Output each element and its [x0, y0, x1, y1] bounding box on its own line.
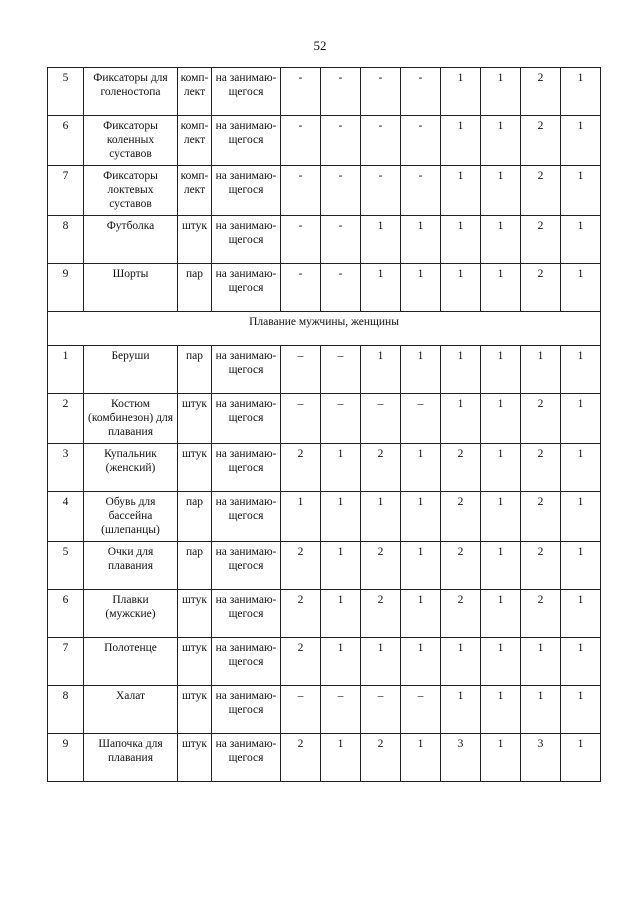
quantity-cell: 1	[281, 492, 321, 542]
item-number: 9	[48, 264, 84, 312]
item-number: 1	[48, 346, 84, 394]
quantity-cell: -	[281, 116, 321, 166]
quantity-cell: 2	[361, 734, 401, 782]
item-name: Футболка	[84, 216, 178, 264]
quantity-cell: 2	[361, 590, 401, 638]
quantity-cell: -	[321, 216, 361, 264]
quantity-cell: 2	[521, 116, 561, 166]
item-per: на занимаю-щегося	[212, 492, 281, 542]
quantity-cell: –	[281, 394, 321, 444]
quantity-cell: 2	[441, 444, 481, 492]
item-number: 4	[48, 492, 84, 542]
quantity-cell: -	[321, 116, 361, 166]
quantity-cell: –	[401, 394, 441, 444]
quantity-cell: 2	[281, 444, 321, 492]
item-per: на занимаю-щегося	[212, 734, 281, 782]
item-unit: штук	[178, 590, 212, 638]
item-per: на занимаю-щегося	[212, 346, 281, 394]
quantity-cell: 1	[441, 166, 481, 216]
quantity-cell: 1	[321, 542, 361, 590]
item-name: Шорты	[84, 264, 178, 312]
quantity-cell: 2	[441, 542, 481, 590]
item-per: на занимаю-щегося	[212, 166, 281, 216]
item-unit: штук	[178, 216, 212, 264]
item-unit: штук	[178, 686, 212, 734]
quantity-cell: 1	[321, 492, 361, 542]
table-row	[48, 734, 601, 782]
item-number: 6	[48, 590, 84, 638]
item-name: Шапочка для плавания	[84, 734, 178, 782]
quantity-cell: 1	[561, 542, 601, 590]
quantity-cell: 1	[561, 116, 601, 166]
quantity-cell: 1	[401, 638, 441, 686]
table-body	[48, 68, 601, 782]
quantity-cell: –	[321, 686, 361, 734]
quantity-cell: 1	[561, 346, 601, 394]
item-number: 9	[48, 734, 84, 782]
quantity-cell: 1	[561, 264, 601, 312]
quantity-cell: 1	[481, 590, 521, 638]
quantity-cell: 2	[281, 590, 321, 638]
quantity-cell: 2	[361, 444, 401, 492]
quantity-cell: -	[321, 166, 361, 216]
quantity-cell: -	[361, 68, 401, 116]
quantity-cell: 2	[521, 444, 561, 492]
quantity-cell: -	[321, 264, 361, 312]
table-row	[48, 686, 601, 734]
quantity-cell: 1	[321, 590, 361, 638]
item-per: на занимаю-щегося	[212, 444, 281, 492]
item-name: Очки для плавания	[84, 542, 178, 590]
quantity-cell: 1	[361, 264, 401, 312]
quantity-cell: –	[321, 346, 361, 394]
quantity-cell: 3	[441, 734, 481, 782]
quantity-cell: 2	[441, 590, 481, 638]
quantity-cell: 2	[521, 216, 561, 264]
item-name: Обувь для бассейна (шлепанцы)	[84, 492, 178, 542]
item-per: на занимаю-щегося	[212, 394, 281, 444]
item-unit: комп-лект	[178, 116, 212, 166]
quantity-cell: 2	[521, 166, 561, 216]
quantity-cell: 1	[481, 492, 521, 542]
quantity-cell: –	[281, 346, 321, 394]
item-unit: штук	[178, 444, 212, 492]
quantity-cell: 1	[521, 686, 561, 734]
item-number: 6	[48, 116, 84, 166]
quantity-cell: –	[401, 686, 441, 734]
quantity-cell: -	[361, 116, 401, 166]
quantity-cell: -	[401, 68, 441, 116]
quantity-cell: 3	[521, 734, 561, 782]
table-row	[48, 346, 601, 394]
item-unit: пар	[178, 542, 212, 590]
item-unit: штук	[178, 394, 212, 444]
quantity-cell: 1	[481, 686, 521, 734]
quantity-cell: –	[321, 394, 361, 444]
quantity-cell: 2	[281, 638, 321, 686]
item-name: Костюм (комбинезон) для плавания	[84, 394, 178, 444]
quantity-cell: 1	[481, 216, 521, 264]
quantity-cell: –	[361, 686, 401, 734]
quantity-cell: 1	[401, 264, 441, 312]
quantity-cell: 1	[481, 116, 521, 166]
item-per: на занимаю-щегося	[212, 542, 281, 590]
quantity-cell: 2	[361, 542, 401, 590]
item-name: Фиксаторы коленных суставов	[84, 116, 178, 166]
quantity-cell: 1	[561, 492, 601, 542]
quantity-cell: 1	[481, 444, 521, 492]
item-per: на занимаю-щегося	[212, 216, 281, 264]
quantity-cell: 1	[481, 68, 521, 116]
section-title: Плавание мужчины, женщины	[48, 312, 601, 346]
quantity-cell: 1	[401, 590, 441, 638]
quantity-cell: 1	[561, 166, 601, 216]
quantity-cell: 1	[441, 216, 481, 264]
item-name: Беруши	[84, 346, 178, 394]
quantity-cell: 1	[481, 166, 521, 216]
quantity-cell: -	[281, 264, 321, 312]
item-per: на занимаю-щегося	[212, 686, 281, 734]
item-per: на занимаю-щегося	[212, 264, 281, 312]
item-name: Халат	[84, 686, 178, 734]
page-number: 52	[313, 38, 327, 53]
quantity-cell: 1	[361, 346, 401, 394]
quantity-cell: 2	[441, 492, 481, 542]
item-unit: штук	[178, 734, 212, 782]
table-row	[48, 444, 601, 492]
quantity-cell: 1	[401, 542, 441, 590]
table-row	[48, 264, 601, 312]
item-name: Фиксаторы локтевых суставов	[84, 166, 178, 216]
item-number: 5	[48, 68, 84, 116]
item-per: на занимаю-щегося	[212, 116, 281, 166]
table-row	[48, 394, 601, 444]
item-unit: комп-лект	[178, 68, 212, 116]
quantity-cell: 2	[521, 590, 561, 638]
quantity-cell: 1	[361, 216, 401, 264]
quantity-cell: -	[281, 166, 321, 216]
quantity-cell: 1	[521, 346, 561, 394]
quantity-cell: 1	[321, 638, 361, 686]
quantity-cell: 1	[481, 394, 521, 444]
quantity-cell: 2	[521, 68, 561, 116]
quantity-cell: 1	[521, 638, 561, 686]
quantity-cell: 2	[521, 264, 561, 312]
table-row	[48, 116, 601, 166]
item-per: на занимаю-щегося	[212, 590, 281, 638]
item-number: 8	[48, 216, 84, 264]
quantity-cell: 1	[441, 686, 481, 734]
table-row	[48, 216, 601, 264]
item-number: 3	[48, 444, 84, 492]
quantity-cell: 1	[441, 264, 481, 312]
item-name: Купальник (женский)	[84, 444, 178, 492]
item-number: 7	[48, 638, 84, 686]
item-per: на занимаю-щегося	[212, 68, 281, 116]
quantity-cell: 2	[521, 492, 561, 542]
quantity-cell: 1	[441, 346, 481, 394]
item-unit: штук	[178, 638, 212, 686]
item-unit: комп-лект	[178, 166, 212, 216]
section-header-row	[48, 312, 601, 346]
quantity-cell: -	[401, 116, 441, 166]
quantity-cell: -	[281, 68, 321, 116]
quantity-cell: -	[361, 166, 401, 216]
item-number: 8	[48, 686, 84, 734]
quantity-cell: 1	[441, 394, 481, 444]
quantity-cell: -	[321, 68, 361, 116]
quantity-cell: 1	[481, 346, 521, 394]
item-name: Полотенце	[84, 638, 178, 686]
quantity-cell: 2	[521, 394, 561, 444]
quantity-cell: 1	[441, 638, 481, 686]
item-unit: пар	[178, 264, 212, 312]
equipment-table	[47, 67, 601, 782]
item-number: 7	[48, 166, 84, 216]
table-row	[48, 542, 601, 590]
quantity-cell: 1	[561, 590, 601, 638]
table-row	[48, 68, 601, 116]
quantity-cell: 1	[561, 638, 601, 686]
quantity-cell: 1	[481, 734, 521, 782]
quantity-cell: 1	[401, 492, 441, 542]
quantity-cell: 2	[521, 542, 561, 590]
quantity-cell: 1	[321, 734, 361, 782]
quantity-cell: 1	[561, 686, 601, 734]
item-unit: пар	[178, 346, 212, 394]
quantity-cell: 1	[401, 216, 441, 264]
quantity-cell: 1	[401, 346, 441, 394]
item-name: Фиксаторы для голеностопа	[84, 68, 178, 116]
quantity-cell: 1	[401, 734, 441, 782]
quantity-cell: 1	[561, 68, 601, 116]
quantity-cell: –	[361, 394, 401, 444]
quantity-cell: 1	[481, 638, 521, 686]
quantity-cell: 1	[361, 638, 401, 686]
quantity-cell: 1	[321, 444, 361, 492]
quantity-cell: 1	[361, 492, 401, 542]
quantity-cell: 1	[561, 394, 601, 444]
quantity-cell: 1	[561, 444, 601, 492]
quantity-cell: 1	[441, 116, 481, 166]
quantity-cell: 1	[481, 542, 521, 590]
quantity-cell: 1	[441, 68, 481, 116]
quantity-cell: 1	[481, 264, 521, 312]
item-per: на занимаю-щегося	[212, 638, 281, 686]
item-number: 2	[48, 394, 84, 444]
item-name: Плавки (мужские)	[84, 590, 178, 638]
table-row	[48, 492, 601, 542]
item-number: 5	[48, 542, 84, 590]
table-row	[48, 638, 601, 686]
quantity-cell: 1	[561, 216, 601, 264]
quantity-cell: 2	[281, 542, 321, 590]
quantity-cell: 2	[281, 734, 321, 782]
quantity-cell: -	[281, 216, 321, 264]
quantity-cell: 1	[401, 444, 441, 492]
table-row	[48, 166, 601, 216]
quantity-cell: -	[401, 166, 441, 216]
item-unit: пар	[178, 492, 212, 542]
table-row	[48, 590, 601, 638]
quantity-cell: 1	[561, 734, 601, 782]
quantity-cell: –	[281, 686, 321, 734]
